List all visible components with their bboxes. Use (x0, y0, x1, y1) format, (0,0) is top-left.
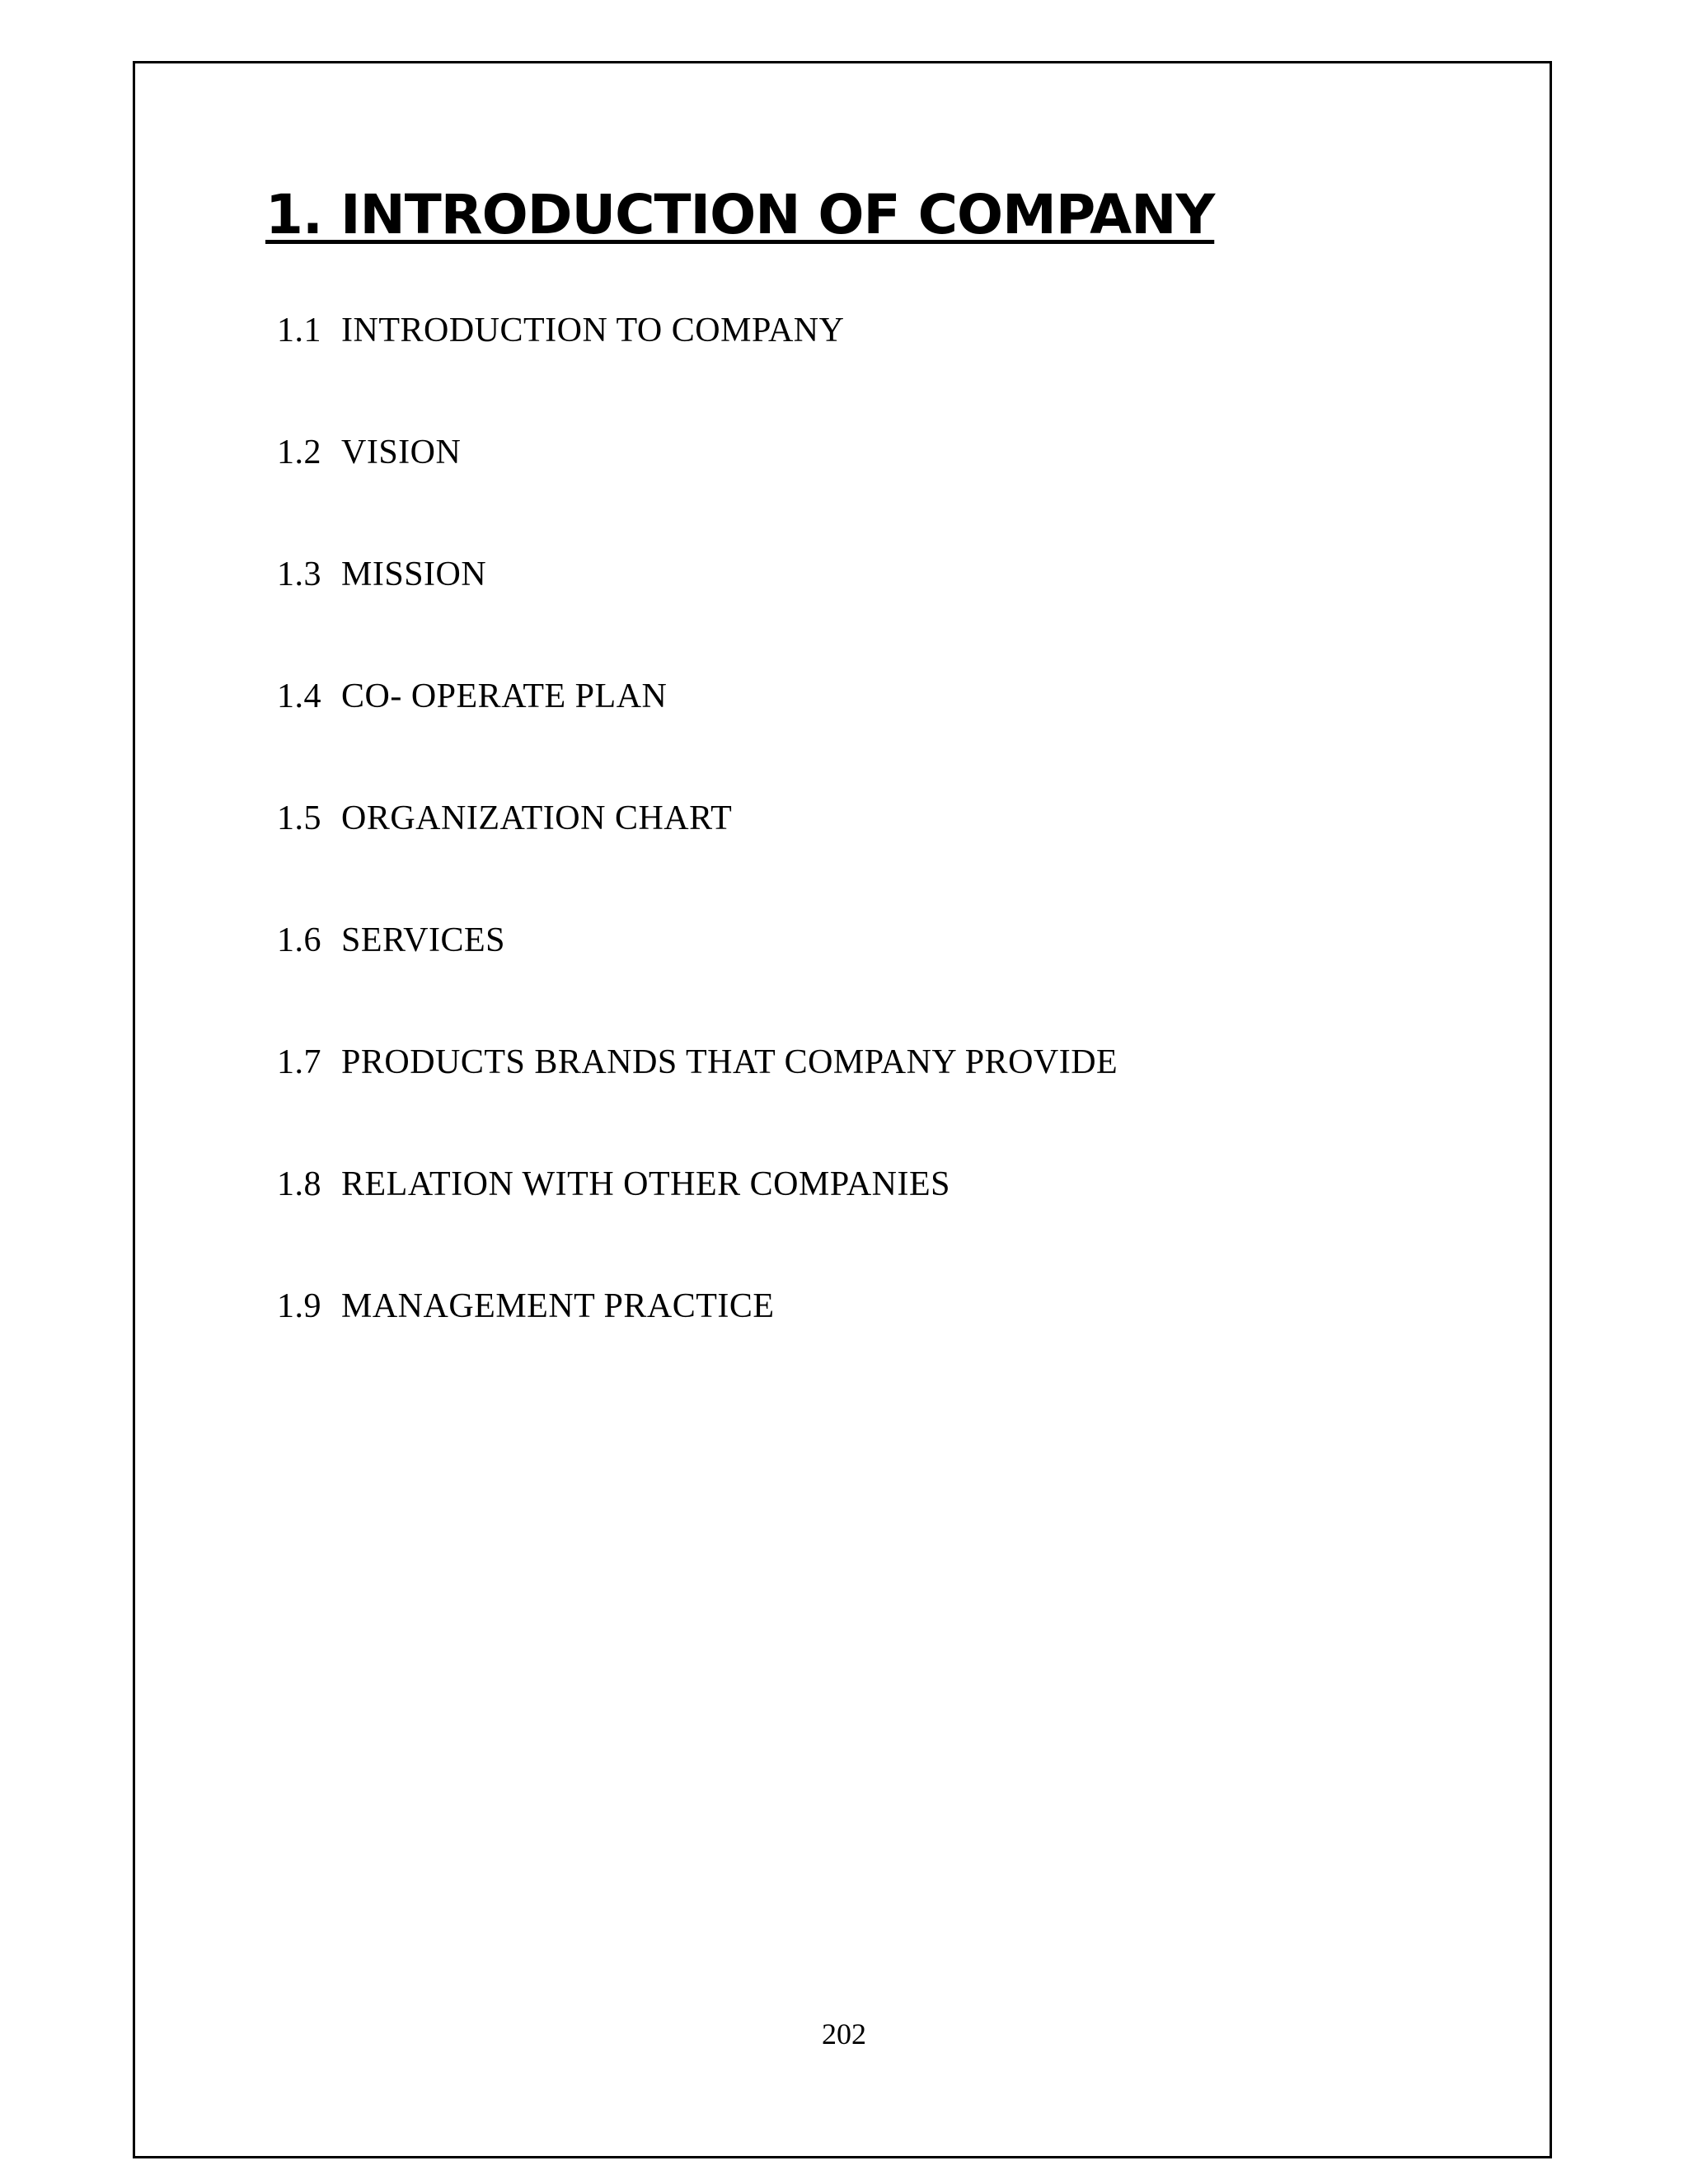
toc-item-label: MANAGEMENT PRACTICE (341, 1287, 775, 1325)
toc-item (277, 801, 1118, 923)
toc-item-label: PRODUCTS BRANDS THAT COMPANY PROVIDE (341, 1043, 1118, 1081)
toc-item (277, 679, 1118, 801)
chapter-title: 1. INTRODUCTION OF COMPANY (265, 183, 1215, 246)
toc-item-label: SERVICES (341, 921, 506, 959)
toc-item-label: VISION (341, 434, 462, 471)
toc-item (277, 1045, 1118, 1167)
toc-item-number: 1.1 (277, 312, 321, 349)
toc-item-label: CO- OPERATE PLAN (341, 677, 668, 715)
table-of-contents (277, 313, 1118, 1411)
toc-item-number: 1.8 (277, 1165, 321, 1203)
toc-item-number: 1.2 (277, 434, 321, 471)
toc-item (277, 557, 1118, 679)
toc-item-number: 1.3 (277, 555, 321, 593)
toc-item-number: 1.7 (277, 1043, 321, 1081)
toc-item (277, 313, 1118, 435)
toc-item-label: MISSION (341, 555, 487, 593)
toc-item (277, 923, 1118, 1045)
toc-item-label: INTRODUCTION TO COMPANY (341, 312, 845, 349)
toc-item (277, 1167, 1118, 1289)
toc-item-label: RELATION WITH OTHER COMPANIES (341, 1165, 950, 1203)
toc-item-label: ORGANIZATION CHART (341, 799, 733, 837)
toc-item-number: 1.6 (277, 921, 321, 959)
page-number: 202 (822, 2018, 866, 2050)
toc-item (277, 1289, 1118, 1411)
toc-item (277, 435, 1118, 557)
toc-item-number: 1.5 (277, 799, 321, 837)
toc-item-number: 1.9 (277, 1287, 321, 1325)
toc-item-number: 1.4 (277, 677, 321, 715)
